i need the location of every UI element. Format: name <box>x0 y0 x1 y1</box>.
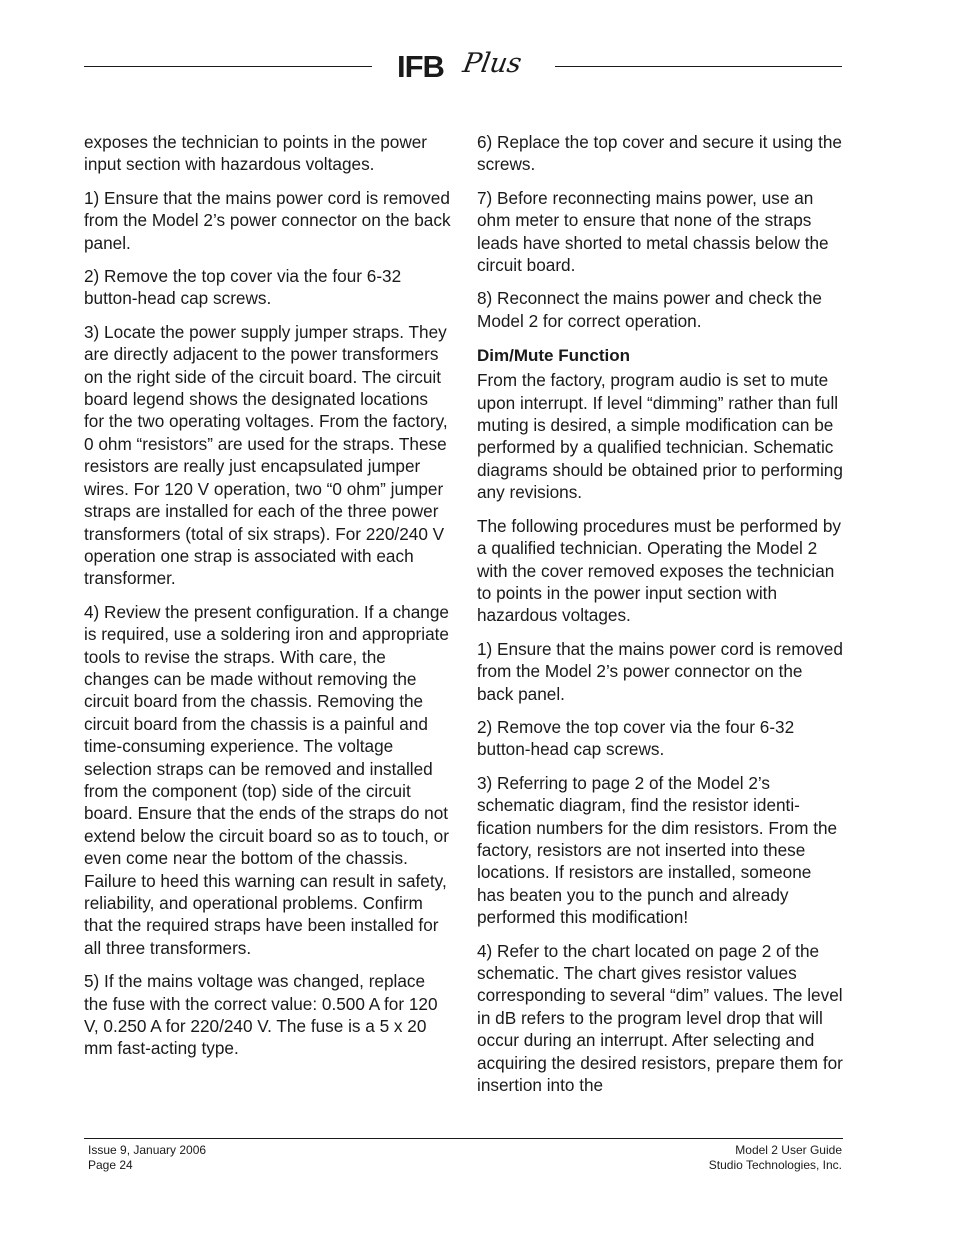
guide-title: Model 2 User Guide <box>735 1143 842 1157</box>
paragraph: From the factory, program audio is set to mute upon interrupt. If level “dimming” rather than full muting is desired, a simple modification can be performed by a qualified technician. Schematic diagrams should be obtained prior to performing any revisions. <box>477 370 843 503</box>
section-heading: Dim/Mute Function <box>477 346 630 366</box>
page-number: Page 24 <box>88 1158 133 1172</box>
right-column <box>477 131 843 1107</box>
company-name: Studio Technologies, Inc. <box>708 1158 842 1172</box>
footer-right <box>709 1143 842 1173</box>
paragraph: 4) Review the present configuration. If a change is required, use a soldering iron and appropriate tools to revise the straps. With care, the changes can be made without removing the circuit board from the chassis. Removing the circuit board from the chassis is a painful and time-consuming experience. The voltage selection straps can be removed and installed from the component (top) side of the circuit board. Ensure that the ends of the straps do not extend below the circuit board so as to touch, or even come near the bottom of the chassis. Failure to heed this warning can result in safety, reliability, and operational problems. Confirm that the required straps have been installed for all three transformers. <box>84 601 449 958</box>
paragraph: 1) Ensure that the mains power cord is removed from the Model 2’s power connector on the back panel. <box>477 638 843 704</box>
paragraph: 1) Ensure that the mains power cord is removed from the Model 2’s power connector on the back panel. <box>84 187 451 253</box>
ifb-plus-logo <box>395 42 535 86</box>
header-rule-right <box>555 66 842 67</box>
paragraph: The following procedures must be performed by a qualified technician. Operating the Model 2 with the cover removed exposes the technician to points in the power input section with hazardous voltages. <box>477 515 841 626</box>
logo-plus-script: Plus <box>460 48 524 79</box>
paragraph: 3) Locate the power supply jumper straps. They are directly adjacent to the power transformers on the right side of the circuit board. The circuit board legend shows the designated locations for the two operating voltages. From the factory, 0 ohm “resistors” are used for the straps. These resistors are really just encapsulated jumper wires. For 120 V operation, two “0 ohm” jumper straps are installed for each of the three power transformers (total of six straps). For 220/240 V operation one strap is associated with each transformer. <box>84 321 448 589</box>
paragraph: 5) If the mains voltage was changed, replace the fuse with the correct value: 0.500 A for 120 V, 0.250 A for 220/240 V. The fuse is a 5 x 20 mm fast-acting type. <box>84 971 438 1059</box>
paragraph: exposes the technician to points in the power input section with hazardous voltages. <box>84 132 428 175</box>
paragraph: 4) Refer to the chart located on page 2 of the schematic. The chart gives resistor values corresponding to several “dim” values. The level in dB refers to the program level drop that will occur during an interrupt. After selecting and acquiring the desired resistors, prepare them for insertion into the <box>477 940 843 1096</box>
footer-rule <box>84 1138 843 1139</box>
footer-left <box>88 1143 206 1173</box>
paragraph: 2) Remove the top cover via the four 6-32 button-head cap screws. <box>477 716 795 760</box>
left-column <box>84 131 452 1071</box>
logo-ifb-text: IFB <box>397 49 444 84</box>
paragraph: 3) Referring to page 2 of the Model 2’s schematic diagram, find the resistor identification numbers for the dim resistors. From the factory, resistors are not inserted into these locations. If resistors are installed, someone has beaten you to the punch and already performed this modification! <box>477 772 838 928</box>
issue-date: Issue 9, January 2006 <box>88 1143 207 1157</box>
paragraph: 8) Reconnect the mains power and check the Model 2 for correct operation. <box>477 288 822 331</box>
header-rule-left <box>84 66 372 67</box>
paragraph: 6) Replace the top cover and secure it using the screws. <box>477 132 842 175</box>
paragraph: 2) Remove the top cover via the four 6-32 button-head cap screws. <box>84 266 402 309</box>
paragraph: 7) Before reconnecting mains power, use an ohm meter to ensure that none of the straps leads have shorted to metal chassis below the circuit board. <box>477 187 829 276</box>
